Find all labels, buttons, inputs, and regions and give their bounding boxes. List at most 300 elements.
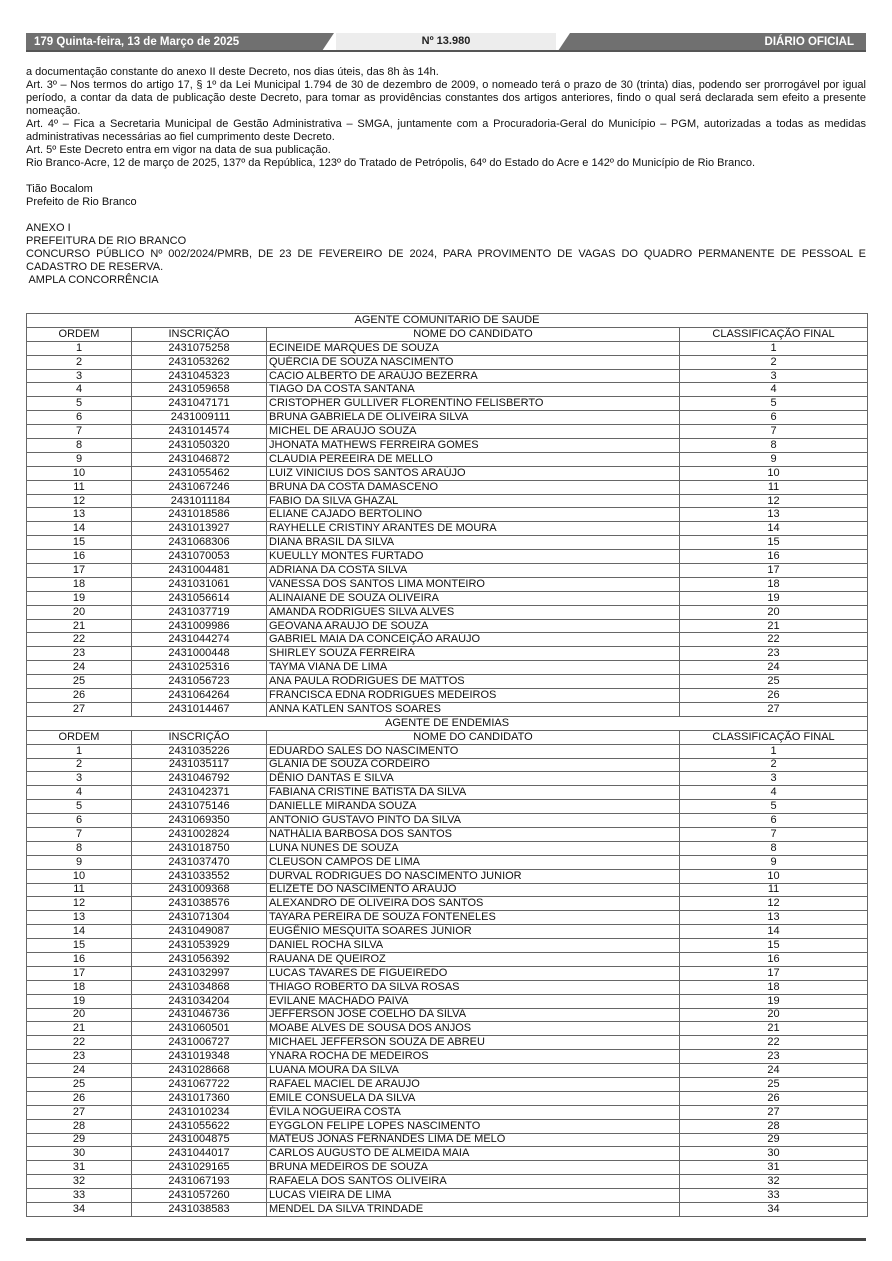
table-row: [27, 772, 868, 786]
table-row: [27, 814, 868, 828]
cell-order: 19: [27, 994, 132, 1008]
cell-registration: 2431025316: [132, 661, 267, 675]
cell-candidate-name: TIAGO DA COSTA SANTANA: [267, 383, 680, 397]
cell-order: 9: [27, 855, 132, 869]
cell-order: 2: [27, 355, 132, 369]
cell-registration: 2431028668: [132, 1064, 267, 1078]
cell-final-rank: 22: [680, 633, 868, 647]
table-row: [27, 466, 868, 480]
cell-registration: 2431069350: [132, 814, 267, 828]
cell-order: 12: [27, 494, 132, 508]
cell-registration: 2431011184: [132, 494, 267, 508]
table-row: [27, 827, 868, 841]
cell-final-rank: 7: [680, 827, 868, 841]
column-header: CLASSIFICAÇÃO FINAL: [680, 730, 868, 744]
cell-candidate-name: LUIZ VINICIUS DOS SANTOS ARAÚJO: [267, 466, 680, 480]
section-title: AGENTE DE ENDEMIAS: [27, 716, 868, 730]
cell-registration: 2431032997: [132, 966, 267, 980]
table-row: [27, 980, 868, 994]
table-row: [27, 452, 868, 466]
cell-candidate-name: FABIANA CRISTINE BATISTA DA SILVA: [267, 786, 680, 800]
cell-candidate-name: EYGGLON FELIPE LOPES NASCIMENTO: [267, 1119, 680, 1133]
table-row: [27, 1147, 868, 1161]
cell-registration: 2431038576: [132, 897, 267, 911]
cell-candidate-name: CACIO ALBERTO DE ARAÚJO BEZERRA: [267, 369, 680, 383]
cell-order: 10: [27, 466, 132, 480]
cell-registration: 2431049087: [132, 925, 267, 939]
annex-title: ANEXO I: [26, 222, 71, 234]
table-row: [27, 689, 868, 703]
cell-candidate-name: NATHÁLIA BARBOSA DOS SANTOS: [267, 827, 680, 841]
cell-final-rank: 23: [680, 647, 868, 661]
table-row: [27, 397, 868, 411]
cell-candidate-name: RAYHELLE CRISTINY ARANTES DE MOURA: [267, 522, 680, 536]
cell-order: 27: [27, 702, 132, 716]
cell-final-rank: 8: [680, 439, 868, 453]
cell-candidate-name: EVILANE MACHADO PAIVA: [267, 994, 680, 1008]
cell-final-rank: 5: [680, 800, 868, 814]
cell-final-rank: 1: [680, 744, 868, 758]
cell-final-rank: 6: [680, 411, 868, 425]
table-row: [27, 1077, 868, 1091]
table-row: [27, 966, 868, 980]
cell-final-rank: 17: [680, 966, 868, 980]
cell-order: 6: [27, 411, 132, 425]
cell-order: 22: [27, 1036, 132, 1050]
cell-final-rank: 2: [680, 355, 868, 369]
cell-registration: 2431055462: [132, 466, 267, 480]
cell-registration: 2431044017: [132, 1147, 267, 1161]
cell-registration: 2431046872: [132, 452, 267, 466]
cell-final-rank: 18: [680, 980, 868, 994]
cell-registration: 2431053262: [132, 355, 267, 369]
cell-candidate-name: ÉVILA NOGUEIRA COSTA: [267, 1105, 680, 1119]
table-row: [27, 800, 868, 814]
section-title-row: [27, 314, 868, 328]
cell-registration: 2431059658: [132, 383, 267, 397]
cell-final-rank: 24: [680, 1064, 868, 1078]
cell-registration: 2431014467: [132, 702, 267, 716]
column-header-row: [27, 730, 868, 744]
table-row: [27, 550, 868, 564]
table-row: [27, 911, 868, 925]
cell-candidate-name: DIANA BRASIL DA SILVA: [267, 536, 680, 550]
cell-registration: 2431057260: [132, 1189, 267, 1203]
cell-final-rank: 13: [680, 911, 868, 925]
cell-final-rank: 3: [680, 369, 868, 383]
cell-candidate-name: BRUNA GABRIELA DE OLIVEIRA SILVA: [267, 411, 680, 425]
cell-registration: 2431013927: [132, 522, 267, 536]
cell-order: 7: [27, 827, 132, 841]
column-header: NOME DO CANDIDATO: [267, 327, 680, 341]
column-header: ORDEM: [27, 730, 132, 744]
header-rule: [26, 50, 866, 52]
cell-candidate-name: GEOVANA ARAUJO DE SOUZA: [267, 619, 680, 633]
table-row: [27, 883, 868, 897]
cell-registration: 2431037470: [132, 855, 267, 869]
cell-order: 6: [27, 814, 132, 828]
cell-candidate-name: MICHAEL JEFFERSON SOUZA DE ABREU: [267, 1036, 680, 1050]
paragraph: Art. 3º – Nos termos do artigo 17, § 1º da Lei Municipal 1.794 de 30 de dezembro de 2009, o nomeado terá o prazo de 30 (trinta) dias, podendo ser prorrogável por igual período, a contar da data de publicação deste Decreto, para tomar as providências constantes dos artigos anteriores, findo o qual será declarada sem efeito a presente nomeação.: [26, 79, 866, 117]
table-row: [27, 758, 868, 772]
cell-candidate-name: LUCAS TAVARES DE FIGUEIREDO: [267, 966, 680, 980]
cell-final-rank: 10: [680, 869, 868, 883]
table-row: [27, 564, 868, 578]
cell-candidate-name: ANNA KATLEN SANTOS SOARES: [267, 702, 680, 716]
signature-role: Prefeito de Rio Branco: [26, 196, 137, 208]
cell-final-rank: 1: [680, 341, 868, 355]
cell-final-rank: 30: [680, 1147, 868, 1161]
paragraph: a documentação constante do anexo II deste Decreto, nos dias úteis, das 8h às 14h.: [26, 66, 439, 78]
cell-candidate-name: RAUANA DE QUEIROZ: [267, 952, 680, 966]
cell-final-rank: 23: [680, 1050, 868, 1064]
cell-candidate-name: ALEXANDRO DE OLIVEIRA DOS SANTOS: [267, 897, 680, 911]
cell-registration: 2431068306: [132, 536, 267, 550]
header-title: DIÁRIO OFICIAL: [570, 33, 866, 51]
cell-candidate-name: MOABE ALVES DE SOUSA DOS ANJOS: [267, 1022, 680, 1036]
cell-order: 10: [27, 869, 132, 883]
cell-candidate-name: LUANA MOURA DA SILVA: [267, 1064, 680, 1078]
cell-final-rank: 20: [680, 605, 868, 619]
table-row: [27, 619, 868, 633]
cell-registration: 2431029165: [132, 1161, 267, 1175]
cell-candidate-name: BRUNA MEDEIROS DE SOUZA: [267, 1161, 680, 1175]
cell-order: 24: [27, 661, 132, 675]
cell-final-rank: 25: [680, 675, 868, 689]
paragraph: Art. 5º Este Decreto entra em vigor na data de sua publicação.: [26, 144, 331, 156]
cell-registration: 2431034204: [132, 994, 267, 1008]
cell-order: 18: [27, 980, 132, 994]
table-row: [27, 1175, 868, 1189]
cell-order: 1: [27, 744, 132, 758]
cell-order: 4: [27, 786, 132, 800]
cell-order: 9: [27, 452, 132, 466]
cell-candidate-name: EMILE CONSUELA DA SILVA: [267, 1091, 680, 1105]
cell-candidate-name: GABRIEL MAIA DA CONCEIÇÃO ARAÚJO: [267, 633, 680, 647]
cell-registration: 2431053929: [132, 939, 267, 953]
cell-order: 25: [27, 675, 132, 689]
table-row: [27, 508, 868, 522]
cell-final-rank: 13: [680, 508, 868, 522]
cell-final-rank: 7: [680, 425, 868, 439]
cell-candidate-name: RAFAEL MACIEL DE ARAUJO: [267, 1077, 680, 1091]
cell-order: 26: [27, 689, 132, 703]
cell-registration: 2431033552: [132, 869, 267, 883]
cell-order: 20: [27, 1008, 132, 1022]
table-row: [27, 1091, 868, 1105]
cell-registration: 2431042371: [132, 786, 267, 800]
cell-registration: 2431050320: [132, 439, 267, 453]
cell-registration: 2431035226: [132, 744, 267, 758]
cell-final-rank: 26: [680, 689, 868, 703]
cell-candidate-name: YNARA ROCHA DE MEDEIROS: [267, 1050, 680, 1064]
cell-candidate-name: FABIO DA SILVA GHAZAL: [267, 494, 680, 508]
cell-final-rank: 18: [680, 577, 868, 591]
cell-candidate-name: CRISTOPHER GULLIVER FLORENTINO FELISBERTO: [267, 397, 680, 411]
cell-final-rank: 28: [680, 1119, 868, 1133]
header-page-date: 179 Quinta-feira, 13 de Março de 2025: [26, 33, 322, 51]
cell-order: 4: [27, 383, 132, 397]
table-row: [27, 1008, 868, 1022]
cell-order: 13: [27, 911, 132, 925]
table-row: [27, 369, 868, 383]
cell-order: 25: [27, 1077, 132, 1091]
cell-registration: 2431004481: [132, 564, 267, 578]
table-row: [27, 536, 868, 550]
cell-final-rank: 2: [680, 758, 868, 772]
header-edition-number: Nº 13.980: [336, 33, 556, 51]
table-row: [27, 1161, 868, 1175]
cell-candidate-name: ELIANE CAJADO BERTOLINO: [267, 508, 680, 522]
cell-registration: 2431056723: [132, 675, 267, 689]
cell-order: 24: [27, 1064, 132, 1078]
cell-final-rank: 21: [680, 619, 868, 633]
cell-order: 30: [27, 1147, 132, 1161]
footer-rule: [26, 1238, 866, 1241]
cell-order: 16: [27, 550, 132, 564]
cell-registration: 2431031061: [132, 577, 267, 591]
page-header: [26, 33, 866, 51]
cell-final-rank: 10: [680, 466, 868, 480]
organization: PREFEITURA DE RIO BRANCO: [26, 235, 187, 247]
cell-registration: 2431056614: [132, 591, 267, 605]
table-row: [27, 661, 868, 675]
cell-candidate-name: CLEUSON CAMPOS DE LIMA: [267, 855, 680, 869]
cell-final-rank: 29: [680, 1133, 868, 1147]
cell-candidate-name: KUEULLY MONTES FURTADO: [267, 550, 680, 564]
cell-candidate-name: DANIEL ROCHA SILVA: [267, 939, 680, 953]
cell-order: 8: [27, 439, 132, 453]
cell-candidate-name: ANTONIO GUSTAVO PINTO DA SILVA: [267, 814, 680, 828]
cell-registration: 2431037719: [132, 605, 267, 619]
cell-registration: 2431046736: [132, 1008, 267, 1022]
cell-candidate-name: ECINEIDE MARQUES DE SOUZA: [267, 341, 680, 355]
cell-final-rank: 27: [680, 1105, 868, 1119]
category-label: AMPLA CONCORRÊNCIA: [26, 274, 159, 286]
cell-final-rank: 15: [680, 536, 868, 550]
cell-final-rank: 21: [680, 1022, 868, 1036]
cell-final-rank: 33: [680, 1189, 868, 1203]
cell-registration: 2431014574: [132, 425, 267, 439]
cell-candidate-name: ANA PAULA RODRIGUES DE MATTOS: [267, 675, 680, 689]
cell-candidate-name: ALINAIANE DE SOUZA OLIVEIRA: [267, 591, 680, 605]
cell-final-rank: 11: [680, 883, 868, 897]
cell-candidate-name: DANIELLE MIRANDA SOUZA: [267, 800, 680, 814]
table-row: [27, 1203, 868, 1217]
table-row: [27, 480, 868, 494]
cell-registration: 2431067722: [132, 1077, 267, 1091]
cell-final-rank: 4: [680, 383, 868, 397]
table-row: [27, 1022, 868, 1036]
cell-registration: 2431006727: [132, 1036, 267, 1050]
table-row: [27, 605, 868, 619]
cell-order: 3: [27, 772, 132, 786]
table-row: [27, 647, 868, 661]
section-title-row: [27, 716, 868, 730]
cell-order: 11: [27, 883, 132, 897]
cell-candidate-name: VANESSA DOS SANTOS LIMA MONTEIRO: [267, 577, 680, 591]
table-row: [27, 411, 868, 425]
cell-order: 5: [27, 397, 132, 411]
table-row: [27, 786, 868, 800]
cell-final-rank: 8: [680, 841, 868, 855]
cell-candidate-name: EDUARDO SALES DO NASCIMENTO: [267, 744, 680, 758]
column-header: ORDEM: [27, 327, 132, 341]
table-row: [27, 494, 868, 508]
table-row: [27, 1064, 868, 1078]
cell-order: 26: [27, 1091, 132, 1105]
cell-final-rank: 27: [680, 702, 868, 716]
table-row: [27, 1133, 868, 1147]
table-row: [27, 869, 868, 883]
cell-order: 16: [27, 952, 132, 966]
cell-final-rank: 5: [680, 397, 868, 411]
cell-candidate-name: ADRIANA DA COSTA SILVA: [267, 564, 680, 578]
cell-candidate-name: DÊNIO DANTAS E SILVA: [267, 772, 680, 786]
cell-registration: 2431038583: [132, 1203, 267, 1217]
cell-final-rank: 15: [680, 939, 868, 953]
cell-final-rank: 31: [680, 1161, 868, 1175]
cell-order: 18: [27, 577, 132, 591]
document-body: [26, 66, 866, 287]
table-row: [27, 425, 868, 439]
cell-order: 7: [27, 425, 132, 439]
cell-candidate-name: MICHEL DE ARAÚJO SOUZA: [267, 425, 680, 439]
cell-order: 15: [27, 536, 132, 550]
cell-registration: 2431070053: [132, 550, 267, 564]
cell-candidate-name: TAYARA PEREIRA DE SOUZA FONTENELES: [267, 911, 680, 925]
table-row: [27, 841, 868, 855]
cell-candidate-name: MENDEL DA SILVA TRINDADE: [267, 1203, 680, 1217]
cell-registration: 2431010234: [132, 1105, 267, 1119]
cell-final-rank: 12: [680, 897, 868, 911]
cell-order: 31: [27, 1161, 132, 1175]
table-row: [27, 341, 868, 355]
table-row: [27, 939, 868, 953]
table-row: [27, 383, 868, 397]
cell-registration: 2431071304: [132, 911, 267, 925]
cell-candidate-name: FRANCISCA EDNA RODRIGUES MEDEIROS: [267, 689, 680, 703]
cell-final-rank: 16: [680, 952, 868, 966]
column-header: NOME DO CANDIDATO: [267, 730, 680, 744]
cell-registration: 2431064264: [132, 689, 267, 703]
cell-candidate-name: DURVAL RODRIGUES DO NASCIMENTO JUNIOR: [267, 869, 680, 883]
cell-registration: 2431046792: [132, 772, 267, 786]
cell-final-rank: 22: [680, 1036, 868, 1050]
cell-order: 17: [27, 966, 132, 980]
cell-order: 20: [27, 605, 132, 619]
cell-final-rank: 9: [680, 452, 868, 466]
cell-order: 23: [27, 1050, 132, 1064]
cell-candidate-name: TAYMA VIANA DE LIMA: [267, 661, 680, 675]
cell-order: 1: [27, 341, 132, 355]
cell-final-rank: 25: [680, 1077, 868, 1091]
cell-candidate-name: JEFFERSON JOSÉ COELHO DA SILVA: [267, 1008, 680, 1022]
table-row: [27, 1036, 868, 1050]
table-row: [27, 702, 868, 716]
cell-final-rank: 14: [680, 522, 868, 536]
cell-registration: 2431018750: [132, 841, 267, 855]
cell-order: 15: [27, 939, 132, 953]
cell-final-rank: 14: [680, 925, 868, 939]
cell-registration: 2431009111: [132, 411, 267, 425]
cell-candidate-name: ELIZETE DO NASCIMENTO ARAÚJO: [267, 883, 680, 897]
table-row: [27, 577, 868, 591]
cell-candidate-name: CARLOS AUGUSTO DE ALMEIDA MAIA: [267, 1147, 680, 1161]
cell-registration: 2431075258: [132, 341, 267, 355]
cell-registration: 2431035117: [132, 758, 267, 772]
cell-final-rank: 34: [680, 1203, 868, 1217]
cell-order: 2: [27, 758, 132, 772]
cell-final-rank: 19: [680, 591, 868, 605]
cell-final-rank: 9: [680, 855, 868, 869]
cell-registration: 2431009368: [132, 883, 267, 897]
cell-order: 27: [27, 1105, 132, 1119]
cell-final-rank: 20: [680, 1008, 868, 1022]
table-row: [27, 633, 868, 647]
cell-final-rank: 24: [680, 661, 868, 675]
cell-registration: 2431055622: [132, 1119, 267, 1133]
cell-final-rank: 26: [680, 1091, 868, 1105]
paragraph: Art. 4º – Fica a Secretaria Municipal de Gestão Administrativa – SMGA, juntamente com a Procuradoria-Geral do Município – PGM, autorizadas a todas as medidas administrativas necessárias ao fiel cumprimento deste Decreto.: [26, 118, 866, 143]
table-row: [27, 1050, 868, 1064]
table-row: [27, 522, 868, 536]
table-row: [27, 744, 868, 758]
contest-title: CONCURSO PÚBLICO Nº 002/2024/PMRB, DE 23 DE FEVEREIRO DE 2024, PARA PROVIMENTO DE VAGAS DO QUADRO PERMANENTE DE PESSOAL E CADASTRO DE RESERVA.: [26, 248, 866, 273]
cell-final-rank: 11: [680, 480, 868, 494]
cell-final-rank: 4: [680, 786, 868, 800]
cell-candidate-name: RAFAELA DOS SANTOS OLIVEIRA: [267, 1175, 680, 1189]
cell-order: 8: [27, 841, 132, 855]
cell-registration: 2431067193: [132, 1175, 267, 1189]
cell-order: 14: [27, 925, 132, 939]
column-header: INSCRIÇÃO: [132, 327, 267, 341]
cell-final-rank: 17: [680, 564, 868, 578]
cell-registration: 2431056392: [132, 952, 267, 966]
table-row: [27, 855, 868, 869]
cell-registration: 2431017360: [132, 1091, 267, 1105]
cell-registration: 2431019348: [132, 1050, 267, 1064]
cell-candidate-name: LUCAS VIEIRA DE LIMA: [267, 1189, 680, 1203]
column-header: CLASSIFICAÇÃO FINAL: [680, 327, 868, 341]
cell-candidate-name: JHONATA MATHEWS FERREIRA GOMES: [267, 439, 680, 453]
cell-final-rank: 6: [680, 814, 868, 828]
cell-order: 32: [27, 1175, 132, 1189]
cell-candidate-name: EUGÊNIO MESQUITA SOARES JÚNIOR: [267, 925, 680, 939]
column-header-row: [27, 327, 868, 341]
cell-final-rank: 19: [680, 994, 868, 1008]
cell-order: 5: [27, 800, 132, 814]
cell-final-rank: 3: [680, 772, 868, 786]
cell-order: 14: [27, 522, 132, 536]
table-row: [27, 994, 868, 1008]
cell-registration: 2431047171: [132, 397, 267, 411]
cell-candidate-name: LUNA NUNES DE SOUZA: [267, 841, 680, 855]
cell-registration: 2431034868: [132, 980, 267, 994]
section-title: AGENTE COMUNITARIO DE SAUDE: [27, 314, 868, 328]
cell-registration: 2431002824: [132, 827, 267, 841]
cell-registration: 2431075146: [132, 800, 267, 814]
cell-registration: 2431060501: [132, 1022, 267, 1036]
paragraph: Rio Branco-Acre, 12 de março de 2025, 137º da República, 123º do Tratado de Petrópolis, 64º do Estado do Acre e 142º do Município de Rio Branco.: [26, 157, 756, 169]
cell-registration: 2431018586: [132, 508, 267, 522]
cell-order: 12: [27, 897, 132, 911]
table-row: [27, 925, 868, 939]
table-row: [27, 1105, 868, 1119]
table-row: [27, 952, 868, 966]
cell-candidate-name: QUÉRCIA DE SOUZA NASCIMENTO: [267, 355, 680, 369]
signature-name: Tião Bocalom: [26, 183, 93, 195]
